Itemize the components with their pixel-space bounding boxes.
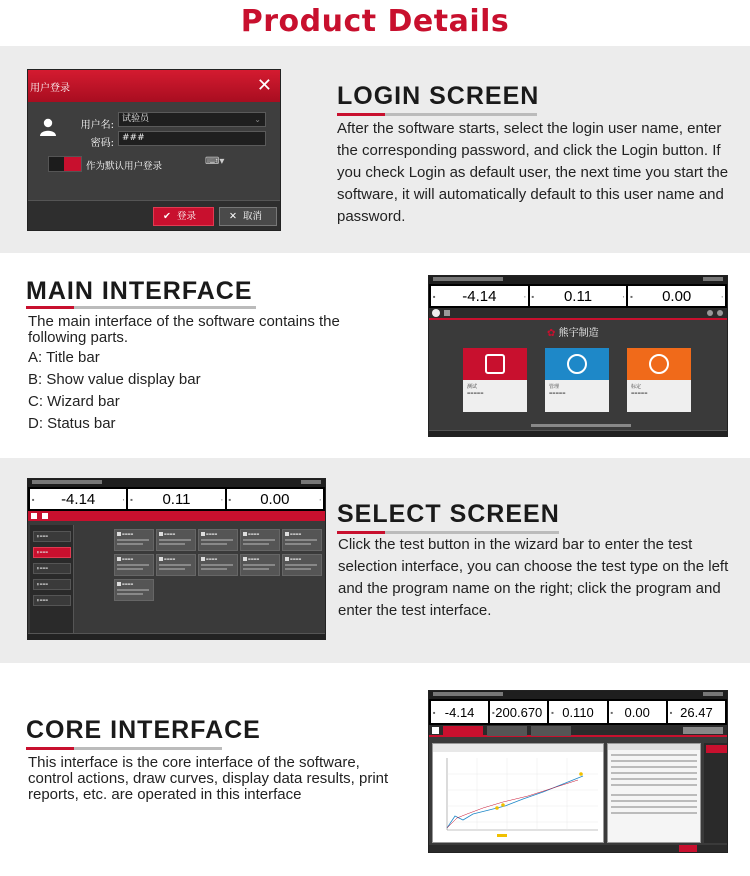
calibrate-card[interactable]: 标定 ▬▬▬▬▬ [627,348,691,412]
version-text [531,424,631,427]
program-card[interactable]: ▬▬▬▬ [156,554,196,576]
curve-chart [432,743,604,843]
value-box: ■ -4.14 ▪ [32,491,125,508]
password-value: ### [122,133,145,143]
program-card[interactable]: ▬▬▬▬ [114,554,154,576]
test-card[interactable]: 测试 ▬▬▬▬▬ [463,348,527,412]
tab-active[interactable] [443,726,483,736]
select-heading: SELECT SCREEN [337,500,560,528]
login-description: After the software starts, select the login user name, enter the corresponding password, and click the Login button. If you check Login as default user, the next time you start the software, it will automatically default to this user name and password. [337,120,729,225]
default-user-toggle[interactable] [48,156,82,172]
test-type-item[interactable]: ▮ ▬▬▬ [33,531,71,542]
username-select[interactable] [118,112,266,127]
select-screen-screenshot [27,478,326,640]
settings-icon[interactable] [717,310,723,316]
value-box: ■ 0.11 ▪ [130,491,223,508]
title-bar [429,691,727,699]
login-dialog-header [28,70,280,102]
wizard-bar [429,725,727,737]
program-card[interactable]: ▬▬▬▬ [198,529,238,551]
stop-button[interactable] [679,845,697,852]
value-box: ■ 0.00 ▪ [630,288,724,305]
test-type-item[interactable]: ▮ ▬▬▬ [33,547,71,558]
control-side-panel [704,743,728,843]
core-interface-screenshot [428,690,728,853]
toolbar-icons[interactable] [683,727,723,734]
calibrate-icon [649,354,669,374]
keyboard-icon[interactable]: ⌨▾ [205,156,225,167]
value-box: ■ 0.11 ▪ [531,288,625,305]
value-box: ■ 0.110 [549,701,606,723]
test-icon [485,354,505,374]
status-bar [28,633,325,639]
value-box: ■ 200.670 [490,701,547,723]
login-dialog [27,69,281,231]
main-interface-screenshot [428,275,728,437]
program-card[interactable]: ▬▬▬▬ [240,554,280,576]
part-value-bar: B: Show value display bar [28,371,201,388]
title-bar [429,276,727,284]
user-icon [40,118,56,136]
logo-icon: ✿ [547,328,556,339]
test-type-item[interactable]: ▮ ▬▬▬ [33,579,71,590]
back-icon[interactable] [432,309,440,317]
main-interface-section [0,253,750,458]
value-display-bar [28,487,325,511]
value-box: ■ -4.14 ▪ [433,288,526,305]
check-icon: ✔ [163,211,171,222]
control-toolbar [429,845,727,852]
home-icon[interactable] [432,727,439,734]
cross-icon: ✕ [229,211,237,222]
select-description: Click the test button in the wizard bar to enter the test selection interface, you can choose the test type on the left and the program name on the right; click the program and enter the test interface. [338,536,729,619]
home-icon[interactable] [31,513,37,519]
part-title-bar: A: Title bar [28,349,100,366]
part-status-bar: D: Status bar [28,415,116,432]
title-bar [28,479,325,487]
help-icon[interactable] [707,310,713,316]
default-user-label: 作为默认用户登录 [86,161,163,172]
program-card[interactable]: ▬▬▬▬ [156,529,196,551]
value-box: ■ 26.47 [668,701,725,723]
core-description: This interface is the core interface of the software, control actions, draw curves, display data results, print reports, etc. are operated in this interface [28,754,389,803]
value-display-bar [429,699,727,725]
login-heading: LOGIN SCREEN [337,82,540,110]
login-dialog-title: 用户登录 [30,83,70,94]
program-card[interactable]: ▬▬▬▬ [240,529,280,551]
select-screen-section [0,458,750,663]
main-intro: The main interface of the software contains the following parts. [28,313,340,346]
value-box: ■ 0.00 [609,701,666,723]
password-field[interactable] [118,131,266,146]
test-type-item[interactable]: ▮ ▬▬▬ [33,563,71,574]
login-section [0,46,750,253]
username-value: 试验员 [122,114,150,124]
login-heading-underline [337,113,537,116]
core-heading: CORE INTERFACE [26,716,261,744]
test-icon[interactable] [42,513,48,519]
manage-icon [567,354,587,374]
program-card[interactable]: ▬▬▬▬ [198,554,238,576]
status-bar [429,430,727,436]
program-card[interactable]: ▬▬▬▬ [282,529,322,551]
curve-plot [433,744,603,842]
value-box: ■ 0.00 ▪ [228,491,321,508]
cancel-button[interactable] [219,207,277,226]
username-label: 用户名: [80,120,114,131]
tab[interactable] [531,726,571,736]
main-heading: MAIN INTERFACE [26,277,253,305]
home-icon[interactable] [444,310,450,316]
password-label: 密码: [90,138,114,149]
part-wizard-bar: C: Wizard bar [28,393,120,410]
program-card[interactable]: ▬▬▬▬ [282,554,322,576]
program-card[interactable]: ▬▬▬▬ [114,529,154,551]
login-button-label: 登录 [177,211,197,222]
cancel-button-label: 取消 [243,211,263,222]
main-parts-list [28,347,328,435]
main-heading-underline [26,306,256,309]
wizard-bar [429,308,727,320]
program-card[interactable]: ▬▬▬▬ [114,579,154,601]
test-type-item[interactable]: ▮ ▬▬▬ [33,595,71,606]
results-panel [607,743,701,843]
value-box: ■ -4.14 [431,701,488,723]
test-type-list [30,525,74,637]
manage-card[interactable]: 管理 ▬▬▬▬▬ [545,348,609,412]
core-interface-section [0,663,750,876]
tab[interactable] [487,726,527,736]
page-title: Product Details [240,4,510,39]
brand-logo: ✿ 熊宇制造 [547,328,599,339]
close-icon[interactable]: ✕ [256,75,272,95]
core-heading-underline [26,747,222,750]
wizard-bar [28,511,325,521]
value-display-bar [429,284,727,308]
chevron-down-icon: ⌄ [254,115,261,124]
login-button[interactable] [153,207,214,226]
